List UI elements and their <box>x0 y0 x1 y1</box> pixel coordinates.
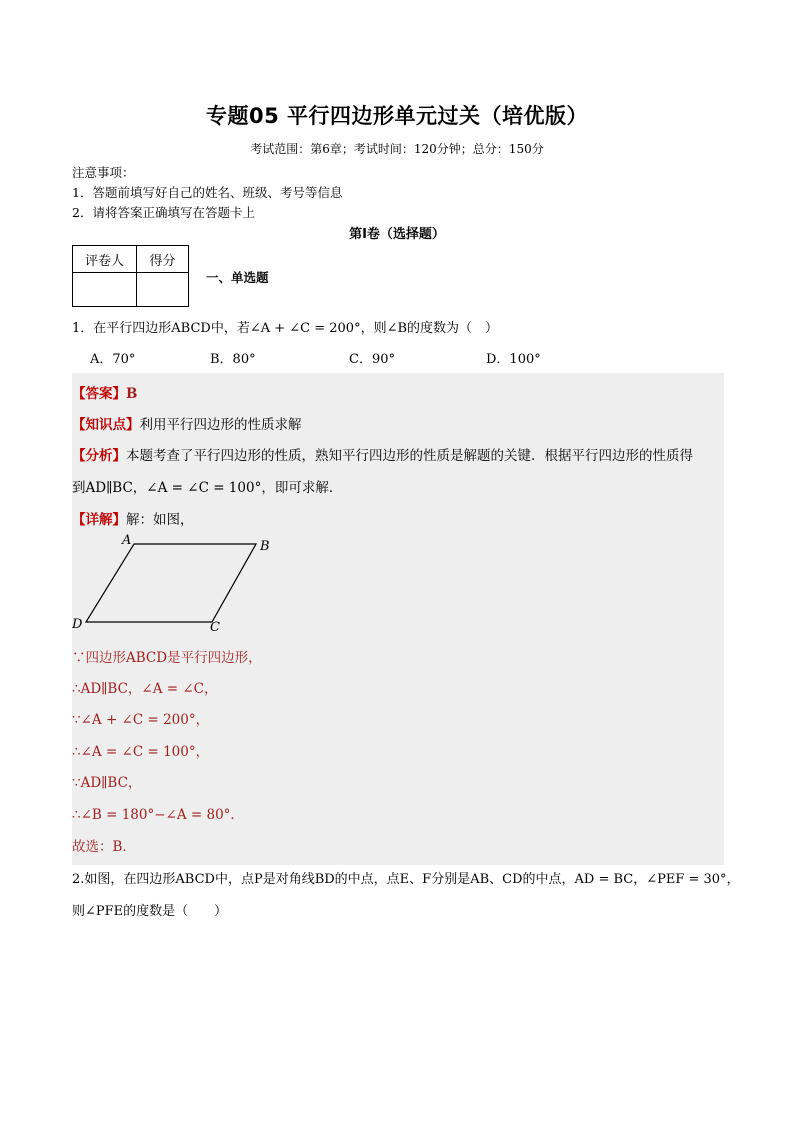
vertex-label-b: B <box>260 539 270 554</box>
question-1-option-a: A．70° <box>90 352 136 367</box>
detail-tag: 【详解】 <box>72 512 126 528</box>
question-1-option-d: D．100° <box>486 352 541 367</box>
notes-heading: 注意事项： <box>72 165 135 180</box>
score-table-header-grader: 评卷人 <box>73 246 137 273</box>
exam-info: 考试范围：第6章；考试时间：120分钟；总分：150分 <box>250 142 544 156</box>
question-2-line-2: 则∠PFE的度数是（ ） <box>72 904 228 919</box>
solution-step: ∵AD∥BC， <box>72 775 142 791</box>
question-1-option-c: C．90° <box>349 352 395 367</box>
analysis-text: 本题考查了平行四边形的性质，熟知平行四边形的性质是解题的关键．根据平行四边形的性质得 <box>126 448 693 464</box>
answer-value: B <box>126 386 138 402</box>
parallelogram-figure <box>72 530 292 640</box>
solution-step: ∵四边形ABCD是平行四边形， <box>72 650 262 666</box>
score-table-header-score: 得分 <box>137 246 189 273</box>
score-table-cell[interactable] <box>137 273 189 307</box>
answer-line <box>72 382 137 402</box>
document-title: 专题05 平行四边形单元过关（培优版） <box>205 104 589 128</box>
solution-step: ∴∠B = 180°−∠A = 80°． <box>72 807 244 823</box>
solution-step: ∴AD∥BC，∠A = ∠C， <box>72 681 218 697</box>
section-heading: 一、单选题 <box>206 270 269 285</box>
knowledge-line <box>72 413 302 433</box>
question-1-option-b: B．80° <box>210 352 256 367</box>
vertex-label-d: D <box>72 617 83 632</box>
knowledge-text: 利用平行四边形的性质求解 <box>139 417 302 433</box>
knowledge-tag: 【知识点】 <box>72 417 140 433</box>
solution-step: ∵∠A + ∠C = 200°， <box>72 712 210 728</box>
question-2-line-1: 2.如图，在四边形ABCD中，点P是对角线BD的中点，点E、F分别是AB、CD的中点，AD = BC，∠PEF = 30°， <box>72 872 740 887</box>
detail-intro: 解：如图， <box>126 512 194 528</box>
vertex-label-c: C <box>210 620 220 635</box>
question-1-stem: 1．在平行四边形ABCD中，若∠A + ∠C = 200°，则∠B的度数为（ ） <box>72 321 499 336</box>
vertex-label-a: A <box>122 533 132 548</box>
solution-step: ∴∠A = ∠C = 100°， <box>72 744 210 760</box>
score-table-cell[interactable] <box>73 273 137 307</box>
answer-tag: 【答案】 <box>72 386 126 402</box>
detail-line <box>72 508 194 528</box>
solution-choice: 故选：B． <box>72 839 136 855</box>
analysis-line-1 <box>72 444 693 464</box>
note-item: 1．答题前填写好自己的姓名、班级、考号等信息 <box>72 185 343 200</box>
analysis-tag: 【分析】 <box>72 448 126 464</box>
volume-heading: 第I卷（选择题） <box>349 227 445 242</box>
analysis-line-2: 到AD∥BC，∠A = ∠C = 100°，即可求解． <box>72 480 343 496</box>
parallelogram-shape <box>86 544 256 622</box>
score-table <box>72 245 189 307</box>
note-item: 2．请将答案正确填写在答题卡上 <box>72 205 255 220</box>
